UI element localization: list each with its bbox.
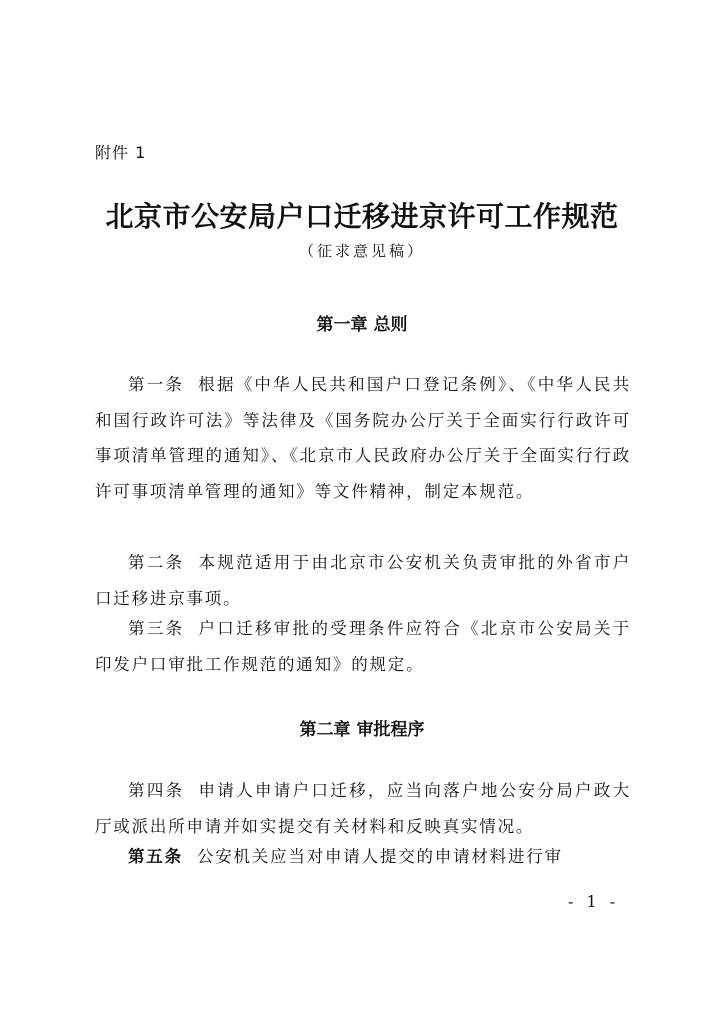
article-text: 申请人申请户口迁移，应当向落户地公安分局户政大厅或派出所申请并如实提交有关材料和反映真实情况。 bbox=[95, 781, 631, 836]
chapter-heading: 第一章 总则 bbox=[316, 315, 408, 335]
article-paragraph bbox=[95, 839, 631, 875]
article-paragraph bbox=[95, 611, 631, 682]
article-label: 第一条 bbox=[128, 375, 185, 394]
article-paragraph bbox=[95, 773, 631, 844]
article-text: 根据《中华人民共和国户口登记条例》、《中华人民共和国行政许可法》等法律及《国务院办公厅关于全面实行行政许可事项清单管理的通知》、《北京市人民政府办公厅关于全面实行行政许可事项清单管理的通知》等文件精神，制定本规范。 bbox=[95, 375, 631, 501]
article-text: 公安机关应当对申请人提交的申请材料进行审 bbox=[196, 847, 563, 866]
article-label: 第四条 bbox=[128, 781, 185, 800]
article-label: 第五条 bbox=[128, 847, 183, 866]
article-text: 本规范适用于由北京市公安机关负责审批的外省市户口迁移进京事项。 bbox=[95, 553, 631, 608]
chapter-heading: 第二章 审批程序 bbox=[299, 720, 425, 740]
article-label: 第二条 bbox=[128, 553, 185, 572]
attachment-label: 附件 1 bbox=[95, 143, 147, 162]
article-text: 户口迁移审批的受理条件应符合《北京市公安局关于印发户口审批工作规范的通知》的规定。 bbox=[95, 619, 631, 674]
page-number: - 1 - bbox=[568, 892, 620, 911]
document-title: 北京市公安局户口迁移进京许可工作规范 bbox=[105, 200, 619, 233]
article-label: 第三条 bbox=[128, 619, 185, 638]
document-subtitle: （征求意见稿） bbox=[298, 242, 425, 260]
article-paragraph bbox=[95, 545, 631, 616]
article-paragraph bbox=[95, 367, 631, 509]
